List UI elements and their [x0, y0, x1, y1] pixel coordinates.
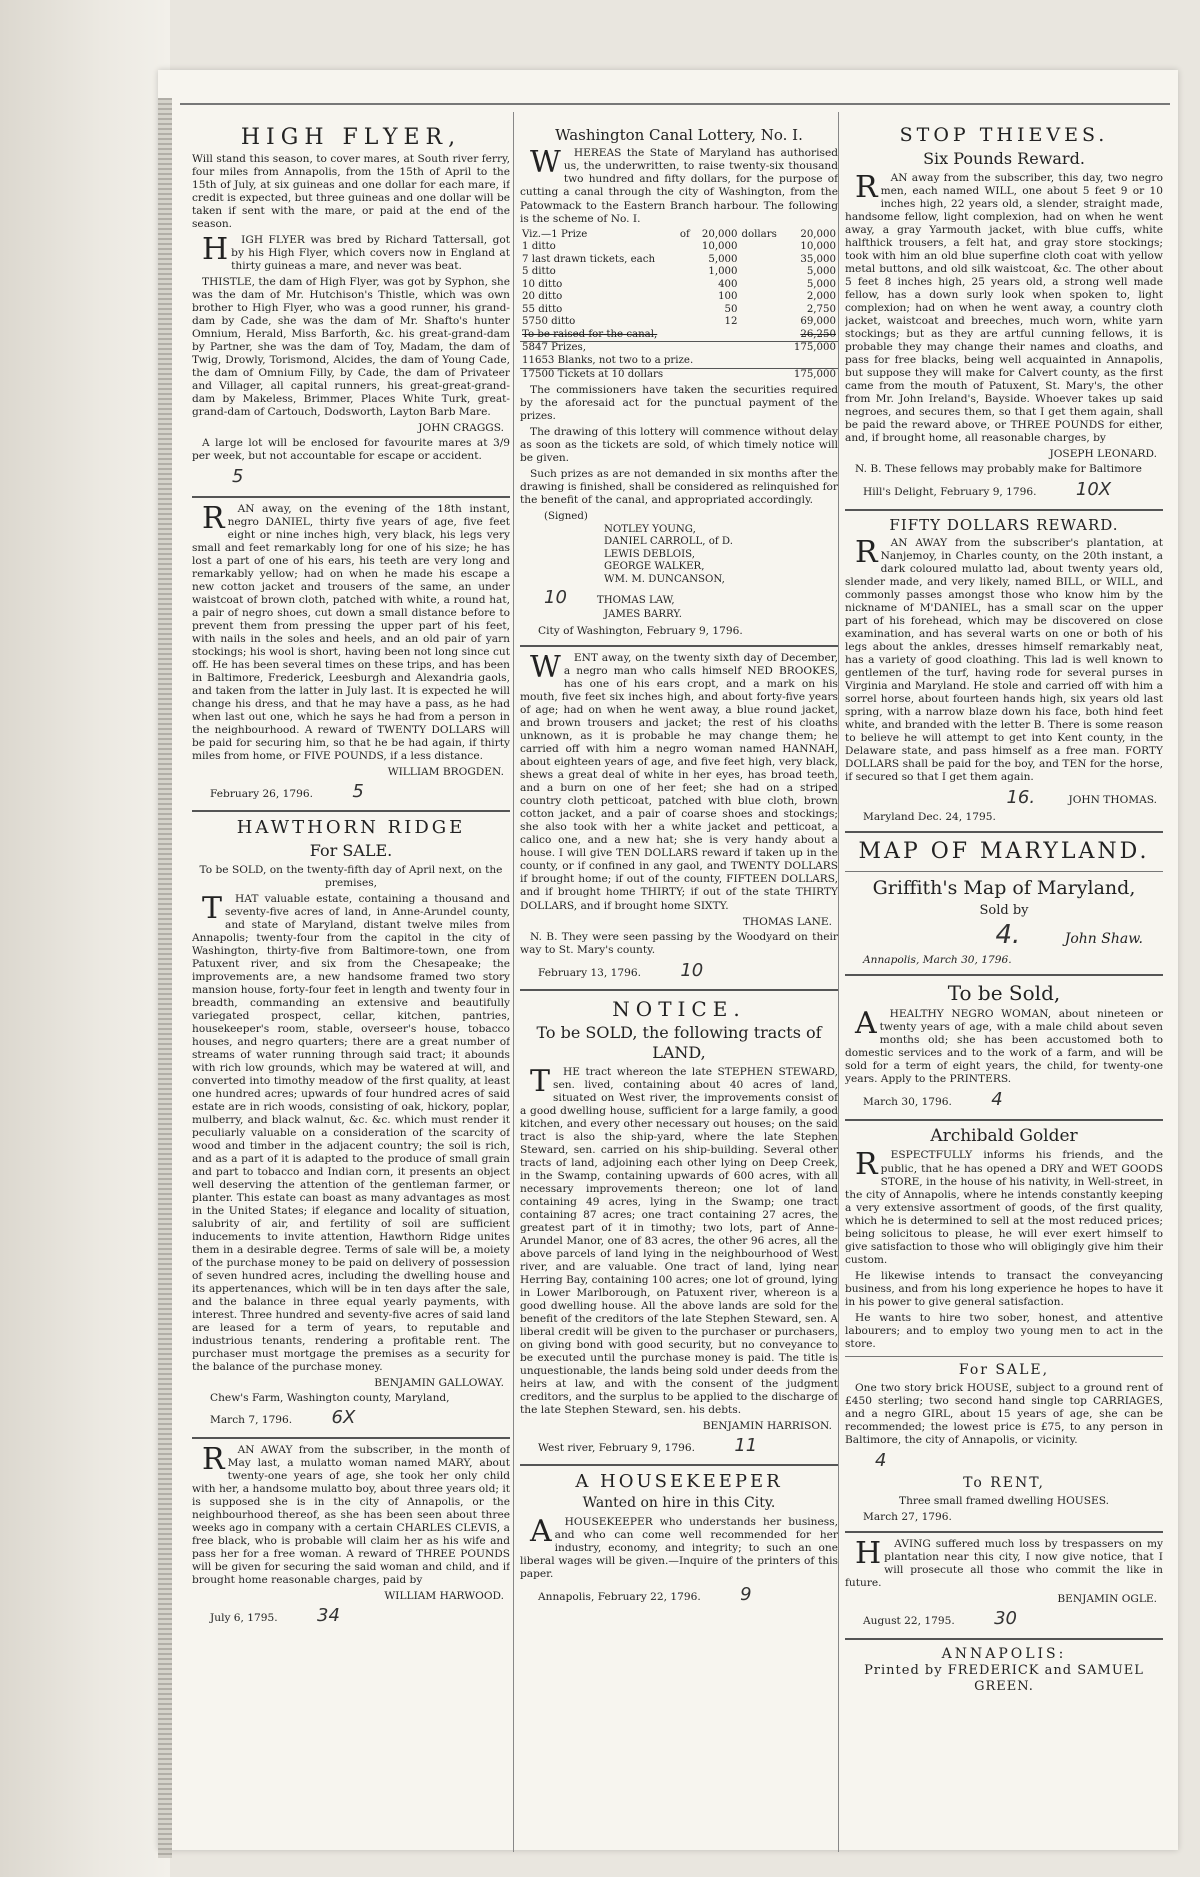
to-be-sold-date [845, 1089, 1163, 1111]
handwritten-number: 9 [740, 1583, 752, 1605]
mary-date [192, 1605, 510, 1627]
housekeeper-text: AHOUSEKEEPER who understands her business, and who can come well recommended for her industry, economy, and integrity; to such an one liberal wages will be given.—Inquire of the printers of this paper. [520, 1513, 838, 1580]
lottery-row [520, 229, 838, 242]
lottery-securities: The commissioners have taken the securities required by the aforesaid act for the punctual payment of the prizes. [520, 384, 838, 423]
lottery-cell: 7 last drawn tickets, each [522, 253, 656, 265]
lottery-raised-value: 26,250 [800, 328, 836, 340]
handwritten-number: 11 [734, 1435, 758, 1457]
lottery-signer: LEWIS DEBLOIS, [604, 548, 696, 560]
lottery-cell [678, 254, 694, 267]
divider [845, 1531, 1163, 1533]
notice-heading: NOTICE. [612, 996, 746, 1021]
divider [845, 831, 1163, 833]
divider [192, 1437, 510, 1439]
lottery-cell [678, 241, 694, 254]
map-heading: MAP OF MARYLAND. [858, 839, 1150, 865]
ned-signature: THOMAS LANE. [742, 915, 832, 928]
lottery-row [520, 291, 838, 304]
to-rent-text: Three small framed dwelling HOUSES. [899, 1495, 1109, 1508]
daniel-date [192, 781, 510, 803]
column-2 [520, 118, 838, 1848]
hawthorn-date [192, 1407, 510, 1429]
lottery-cell: 20,000 [701, 228, 738, 240]
fifty-dollars-signature: JOHN THOMAS. [1068, 794, 1157, 807]
to-be-sold-text: AHEALTHY NEGRO WOMAN, about nineteen or twenty years of age, with a male child about seven months old; she has been accustomed both to domestic services and to the work of a farm, and will be sold for a term of eight years, the child, for twenty-one years. Apply to the PRINTERS. [845, 1006, 1163, 1086]
divider [192, 496, 510, 498]
lottery-cell [678, 266, 694, 279]
daniel-signature: WILLIAM BROGDEN. [387, 765, 504, 778]
trespass-date [845, 1608, 1163, 1630]
housekeeper-subheading: Wanted on hire in this City. [582, 1495, 776, 1512]
lottery-unclaimed: Such prizes as are not demanded in six months after the drawing is finished, shall be considered as relinquished for the benefit of the canal, and appropriated accordingly. [520, 468, 838, 507]
lottery-cell [740, 291, 785, 304]
fifty-dollars-signature-line [845, 787, 1157, 809]
lottery-cell: 2,000 [806, 291, 836, 303]
handwritten-number: 4 [991, 1089, 1003, 1111]
map-seller: John Shaw. [1064, 930, 1143, 947]
mary-signature: WILLIAM HARWOOD. [384, 1589, 504, 1602]
mary-runaway-text: RAN AWAY from the subscriber, in the month of May last, a mulatto woman named MARY, about twenty-one years of age, she took her only child with her, a handsome mulatto boy, about three years old; it is supposed she is in the city of Annapolis, or the neighbourhood thereof, as she has been seen about three weeks ago in company with a certain CHARLES CLEVIS, a free black, who is probable will claim her as his wife and pass her for a free woman. A reward of THREE POUNDS will be given for securing the said woman and child, and if brought home reasonable charges, paid by [192, 1441, 510, 1586]
fifty-dollars-heading: FIFTY DOLLARS REWARD. [889, 515, 1119, 534]
lottery-cell: 100 [718, 291, 738, 303]
trespass-date-text: August 22, 1795. [863, 1615, 955, 1628]
daniel-date-text: February 26, 1796. [210, 787, 313, 800]
column-rule-2 [838, 112, 839, 1852]
lottery-cell [678, 291, 694, 304]
map-subheading: Griffith's Map of Maryland, [872, 877, 1136, 900]
lottery-cell: 55 ditto [522, 303, 563, 315]
stop-thieves-signature: JOSEPH LEONARD. [1049, 448, 1157, 461]
scan-background [0, 0, 170, 1877]
lottery-scheme-table [520, 229, 838, 382]
binding-gutter [158, 98, 172, 1858]
lottery-row [520, 241, 838, 254]
lottery-cell [740, 316, 785, 329]
stop-thieves-note: N. B. These fellows may probably make for Baltimore [855, 463, 1142, 476]
housekeeper-heading: A HOUSEKEEPER [575, 1471, 783, 1493]
lottery-prizes-row [520, 342, 838, 355]
handwritten-number: 34 [317, 1604, 340, 1626]
lottery-cell [740, 266, 785, 279]
high-flyer-heading: HIGH FLYER, [240, 125, 462, 150]
imprint-printers: Printed by FREDERICK and SAMUEL GREEN. [864, 1662, 1144, 1694]
high-flyer-signature: JOHN CRAGGS. [418, 422, 504, 435]
imprint-city: ANNAPOLIS: [941, 1645, 1067, 1662]
column-1 [192, 118, 510, 1848]
high-flyer-pedigree: THISTLE, the dam of High Flyer, was got by Syphon, she was the dam of Mr. Hutchison's Thistle, which was own brother to High Flyer, who was a good runner, his grand-dam by Cade, she was the dam of Mr. Shafto's hunter Omnium, Herald, Miss Barforth, &c. his great-grand-dam by Partner, she was the dam of Toy, Madam, the dam of Twig, Drowly, Torismond, Alcides, the dam of Young Cade, the dam of Omnium Filly, by Cade, the dam of Privateer and Villager, all capital runners, his great-great-grand-dam by Makeless, Brimmer, Places White Turk, great-grand-dam of Cartouch, Dodsworth, Layton Barb Mare. [192, 276, 510, 419]
notice-subheading: To be SOLD, the following tracts of LAND, [536, 1023, 822, 1062]
lottery-signed-label: (Signed) [544, 511, 588, 523]
lottery-cell: 10,000 [800, 241, 836, 253]
lottery-row [520, 266, 838, 279]
lottery-cell: 5750 ditto [522, 316, 576, 328]
divider [192, 810, 510, 812]
hawthorn-text: THAT valuable estate, containing a thousand and seventy-five acres of land, in Anne-Arundel county, and state of Maryland, distant twelve miles from Annapolis; twenty-four from the capitol in the city of Washington, thirty-five from Baltimore-town, one from Patuxent river, and six from the Chesapeake; the improvements are, a new handsome framed two story mansion house, forty-four feet in length and twenty four in breadth, commanding an extensive and beautifully variegated prospect, cellar, kitchen, pantries, housekeeper's room, stable, overseer's house, tobacco houses, and negro quarters; there are a great number of streams of water running through said tract; it abounds with rich low grounds, which may be watered at will, and converted into timothy meadow of the first quality, at least one hundred acres; upwards of four hundred acres of said estate are in rich woods, consisting of oak, hickory, poplar, mulberry, and black walnut, &c. &c. which must render it peculiarly valuable on a consideration of the scarcity of wood and timber in the adjacent country; the soil is rich, and as a part of it is adapted to the produce of small grain and part to tobacco and Indian corn, it presents an object well deserving the attention of the gentleman farmer, or planter. This estate can boast as many advantages as most in the United States; if elegance and locality of situation, salubrity of air, and fertility of soil are sufficient inducements to invite attention, Hawthorn Ridge unites them in a desirable degree. Terms of sale will be, a moiety of the purchase money to be paid on delivery of possession of seven hundred acres, including the dwelling house and its appertenances, which will be in ten days after the sale, and the balance in three equal yearly payments, with interest. Three hundred and seventy-five acres of said land are leased for a term of years, to reputable and industrious tenants, rendering a profitable rent. The purchaser must mortgage the premises as a security for the balance of the purchase money. [192, 890, 510, 1374]
divider [845, 974, 1163, 976]
lottery-signer: JAMES BARRY. [604, 608, 683, 620]
stop-thieves-text: RAN away from the subscriber, this day, two negro men, each named WILL, one about 5 feet 9 or 10 inches high, 22 years old, a slender, straight made, handsome fellow, light complexion, had on when he went away, a gray Yarmouth jacket, with blue cuffs, white halfthick trousers, a felt hat, and gray store stockings; took with him an old blue superfine cloth coat with yellow metal buttons, and old silk waistcoat, &c. The other about 5 feet 8 inches high, 25 years old, a strong well made fellow, has a down surly look when spoken to, light complexion; had on when he went away, a country cloth jacket, waistcoat and breeches, much worn, white yarn stockings; but as they are artful cunning fellows, it is probable they may change their names and cloaths, and pass for free blacks, being well acquainted in Annapolis, but suppose they will make for Calvert county, as the first came from the mouth of Patuxent, St. Mary's, the other from Mr. John Ireland's, Bayside. Whoever takes up said negroes, and secures them, so that I get them again, shall be paid the reward above, or THREE POUNDS for either, and, if brought home, all reasonable charges, by [845, 170, 1163, 445]
hawthorn-signature: BENJAMIN GALLOWAY. [374, 1377, 504, 1390]
high-flyer-note: A large lot will be enclosed for favourite mares at 3/9 per week, but not accountable for escape or accident. [192, 437, 510, 463]
lottery-signer: WM. M. DUNCANSON, [604, 573, 725, 585]
lottery-cell [740, 254, 785, 267]
high-flyer-intro: Will stand this season, to cover mares, at South river ferry, four miles from Annapolis, from the 15th of April to the 15th of July, at six guineas and one dollar for each mare, if credit is expected, but three guineas and one dollar will be taken if sent with the mare, or paid at the end of the season. [192, 153, 510, 231]
lottery-signer: DANIEL CARROLL, of D. [604, 536, 733, 548]
lottery-cell: 5,000 [806, 266, 836, 278]
map-seller-line [845, 920, 1143, 952]
notice-text: THE tract whereon the late STEPHEN STEWARD, sen. lived, containing about 40 acres of land, situated on West river, the improvements consist of a good dwelling house, sufficient for a large family, a good kitchen, and every other necessary out houses; on the said tract is also the ship-yard, where the late Stephen Steward, sen. carried on his ship-building. Several other tracts of land, adjoining each other lying on Deep Creek, in the Swamp, containing upwards of 600 acres, with all necessary improvements thereon; one lot of land containing 49 acres, lying in the Swamp; one tract containing 87 acres; one tract containing 27 acres, the greatest part of it in timothy; two lots, part of Anne-Arundel Manor, one of 83 acres, the other 96 acres, all the above parcels of land lying in the neighbourhood of West river, and are valuable. One tract of land, lying near Herring Bay, containing 100 acres; one lot of ground, lying in Lower Marlborough, on Patuxent river, whereon is a good dwelling house. All the above lands are sold for the benefit of the creditors of the late Stephen Steward, sen. A liberal credit will be given to the purchaser or purchasers, on giving bond with good security, but no conveyance to be executed until the purchase money is paid. The title is unquestionable, the lands being sold under deeds from the heirs at law, and with the consent of the judgment creditors, and the surplus to be applied to the discharge of the late Stephen Steward, sen. his debts. [520, 1063, 838, 1417]
lottery-cell [740, 279, 785, 292]
divider [845, 1119, 1163, 1121]
lottery-cell: 5,000 [708, 253, 738, 265]
lottery-cell: 20,000 [800, 228, 836, 240]
lottery-cell: 20 ditto [522, 291, 563, 303]
daniel-runaway-text: RAN away, on the evening of the 18th instant, negro DANIEL, thirty five years of age, five feet eight or nine inches high, very black, his legs very small and feet remarkably long for one of his size; he has lost a part of one of his ears, his teeth are very long and remarkably yellow; had on when he made his escape a new cotton jacket and trousers of the same, an under waistcoat of brown cloth, patched with white, a round hat, a pair of negro shoes, cut down a small distance before to prevent them from pressing the upper part of his feet, with nails in the soles and heels, and an old pair of yarn stockings; his wool is short, having been not long since cut off. He has been several times on these trips, and has been in Baltimore, Frederick, Leesburgh and Alexandria gaols, and taken from the latter in July last. It is expected he will change his dress, and that he may have a pass, as he had when last out one, which he says he had from a person in the neighbourhood. A reward of TWENTY DOLLARS will be paid for securing him, so that he be had again, if thirty miles from home, or FIVE POUNDS, if a less distance. [192, 500, 510, 762]
golder-heading: Archibald Golder [930, 1125, 1078, 1146]
lottery-signer-name: THOMAS LAW, [596, 594, 675, 606]
lottery-tickets-label: 17500 Tickets at 10 dollars [522, 368, 664, 380]
lottery-row [520, 304, 838, 317]
lottery-cell: 10 ditto [522, 278, 563, 290]
to-rent-heading: To RENT, [963, 1475, 1045, 1492]
lottery-row [520, 254, 838, 267]
divider [845, 509, 1163, 511]
stop-thieves-date-text: Hill's Delight, February 9, 1796. [863, 486, 1037, 499]
to-rent-date: March 27, 1796. [863, 1511, 952, 1524]
housekeeper-date [520, 1584, 838, 1606]
hawthorn-heading: HAWTHORN RIDGE [236, 816, 466, 838]
lottery-tickets-value: 175,000 [793, 368, 836, 380]
handwritten-number: 10X [1075, 479, 1112, 501]
notice-date-text: West river, February 9, 1796. [538, 1442, 695, 1455]
trespass-notice-text: HAVING suffered much loss by trespassers on my plantation near this city, I now give notice, that I will prosecute all those who commit the like in future. [845, 1536, 1163, 1590]
lottery-blanks-label: 11653 Blanks, not two to a prize. [522, 355, 694, 366]
map-date: Annapolis, March 30, 1796. [863, 953, 1012, 966]
lottery-cell: 400 [718, 278, 738, 290]
lottery-signer: GEORGE WALKER, [604, 561, 705, 573]
lottery-drawing: The drawing of this lottery will commence without delay as soon as the tickets are sold, of which timely notice will be given. [520, 426, 838, 465]
lottery-cell: 1 ditto [522, 241, 556, 253]
column-rule-1 [513, 112, 514, 1852]
ned-date [520, 960, 838, 982]
hawthorn-subheading: For SALE. [309, 841, 393, 861]
lottery-cell: 69,000 [800, 316, 836, 328]
handwritten-number: 6X [331, 1407, 356, 1429]
lottery-cell [678, 304, 694, 317]
lottery-cell: 1,000 [708, 266, 738, 278]
lottery-cell [740, 241, 785, 254]
notice-signature: BENJAMIN HARRISON. [702, 1420, 832, 1433]
divider [845, 1356, 1163, 1357]
lottery-row [520, 279, 838, 292]
stop-thieves-date [845, 479, 1163, 501]
stop-thieves-subheading: Six Pounds Reward. [923, 149, 1085, 169]
notice-date [520, 1435, 838, 1457]
lottery-cell: 5,000 [806, 278, 836, 290]
map-sold-by: Sold by [979, 902, 1029, 918]
high-flyer-breeding: HIGH FLYER was bred by Richard Tattersall, got by his High Flyer, which covers now in England at thirty guineas a mare, and never was beat. [202, 232, 510, 273]
lottery-cell [678, 279, 694, 292]
lottery-tickets-row [520, 368, 838, 381]
hawthorn-lead: To be SOLD, on the twenty-fifth day of April next, on the premises, [199, 863, 503, 889]
lottery-blanks-row [520, 355, 838, 368]
lottery-cell: dollars [741, 228, 777, 240]
ned-note: N. B. They were seen passing by the Woodyard on their way to St. Mary's county. [520, 930, 838, 956]
lottery-row [520, 316, 838, 329]
stop-thieves-heading: STOP THIEVES. [899, 124, 1109, 146]
lottery-cell: 35,000 [800, 253, 836, 265]
mary-date-text: July 6, 1795. [210, 1611, 278, 1624]
fifty-dollars-date: Maryland Dec. 24, 1795. [863, 811, 996, 824]
hawthorn-date-text: March 7, 1796. [210, 1414, 293, 1427]
lottery-raised-row [520, 329, 838, 342]
to-be-sold-date-text: March 30, 1796. [863, 1096, 952, 1109]
hawthorn-place: Chew's Farm, Washington county, Maryland, [210, 1392, 450, 1405]
divider [845, 871, 1163, 872]
handwritten-number: 5 [232, 466, 244, 488]
lottery-heading: Washington Canal Lottery, No. I. [555, 126, 803, 144]
divider [520, 989, 838, 991]
to-be-sold-heading: To be Sold, [947, 980, 1061, 1005]
lottery-cell: 10,000 [701, 241, 738, 253]
for-sale-heading: For SALE, [958, 1361, 1050, 1378]
lottery-date: City of Washington, February 9, 1796. [538, 625, 743, 638]
lottery-cell: of [679, 228, 690, 240]
lottery-cell [740, 304, 785, 317]
handwritten-number: 16. [1006, 787, 1036, 809]
fifty-dollars-text: RAN AWAY from the subscriber's plantation, at Nanjemoy, in Charles county, on the 20th instant, a dark coloured mulatto lad, about twenty years old, slender made, and very likely, named BILL, or WILL, and commonly passes amongst those who know him by the nickname of M'DANIEL, has a small scar on the upper part of his forehead, which may be discovered on close examination, and has several warts on one or both of his legs about the ankles, dresses himself remarkably neat, has a variety of good cloathing. This lad is well known to gentlemen of the turf, having rode for several purses in Virginia and Maryland. He stole and carried off with him a sorrel horse, about fourteen hands high, six years old last spring, with a narrow blaze down his face, both hind feet white, and branded with the letter B. There is some reason to believe he will attempt to get into Kent county, in the Delaware state, and pass himself as a free man. FORTY DOLLARS shall be paid for the boy, and TEN for the horse, if secured so that I get them again. [845, 534, 1163, 784]
divider [520, 645, 838, 647]
handwritten-number: 5 [352, 780, 364, 802]
lottery-prizes-value: 175,000 [793, 342, 836, 354]
lottery-signer: NOTLEY YOUNG, [604, 523, 696, 535]
lottery-cell: 2,750 [806, 303, 836, 315]
lottery-cell: Viz.—1 Prize [522, 228, 588, 240]
column-3 [845, 118, 1163, 1848]
golder-conveyancing: He likewise intends to transact the conveyancing business, and from his long experience he hopes to have it in his power to give general satisfaction. [845, 1269, 1163, 1308]
handwritten-number: 10 [680, 959, 704, 981]
for-sale-text: One two story brick HOUSE, subject to a ground rent of £450 sterling; two second hand single top CARRIAGES, and a negro GIRL, about 15 years of age, she can be recommended; the lowest price is £75, to any person in Baltimore, the city of Annapolis, or vicinity. [845, 1381, 1163, 1446]
lottery-cell: 50 [724, 303, 738, 315]
golder-text: RESPECTFULLY informs his friends, and the public, that he has opened a DRY and WET GOODS STORE, in the house of his nativity, in Well-street, in the city of Annapolis, where he intends constantly keeping a very extensive assortment of goods, of the first quality, which he is determined to sell at the most reduced prices; being solicitous to please, he will ever exert himself to give satisfaction to those who will obligingly give him their custom. [845, 1147, 1163, 1266]
lottery-intro: WHEREAS the State of Maryland has authorised us, the underwritten, to raise twenty-six thousand two hundred and fifty dollars, for the purpose of cutting a canal through the city of Washington, from the Patowmack to the Eastern Branch harbour. The following is the scheme of No. I. [520, 145, 838, 225]
header-rule [180, 103, 1170, 105]
lottery-prizes-label: 5847 Prizes, [522, 342, 587, 354]
ned-date-text: February 13, 1796. [538, 966, 641, 979]
trespass-signature: BENJAMIN OGLE. [1057, 1593, 1157, 1606]
divider [845, 1638, 1163, 1640]
lottery-raised-label: To be raised for the canal, [522, 328, 658, 340]
lottery-cell: 12 [724, 316, 738, 328]
lottery-signer [544, 587, 838, 609]
handwritten-number: 10 [544, 586, 567, 608]
lottery-cell [678, 316, 694, 329]
handwritten-number: 4 [875, 1450, 887, 1472]
housekeeper-date-text: Annapolis, February 22, 1796. [538, 1590, 701, 1603]
lottery-signers [544, 511, 838, 621]
ned-runaway-text: WENT away, on the twenty sixth day of December, a negro man who calls himself NED BROOKES, has one of his ears cropt, and a mark on his mouth, five feet six inches high, and about forty-five years of age; had on when he went away, a blue round jacket, and brown trousers and jacket; the rest of his cloaths unknown, as it is probable he may change them; he carried off with him a negro woman named HANNAH, about eighteen years of age, and five feet high, very black, shews a great deal of white in her eyes, has broad teeth, and a burn on one of her feet; she had on a striped country cloth petticoat, patched with blue cloth, brown cotton jacket, and a pair of coarse shoes and stockings; she also took with her a white jacket and petticoat, a calico one, and a new hat; she is very handy about a house. I will give TEN DOLLARS reward if taken up in the county, or if confined in any gaol, and TWENTY DOLLARS if brought home; if out of the county, FIFTEEN DOLLARS, and if brought home THIRTY; if out of the state THIRTY DOLLARS, and if brought home SIXTY. [520, 650, 838, 912]
handwritten-number: 4. [995, 919, 1021, 950]
handwritten-number: 30 [994, 1608, 1017, 1630]
golder-labourers: He wants to hire two sober, honest, and attentive labourers; and to employ two young men to act in the store. [845, 1311, 1163, 1350]
lottery-cell: 5 ditto [522, 266, 556, 278]
divider [520, 1464, 838, 1466]
